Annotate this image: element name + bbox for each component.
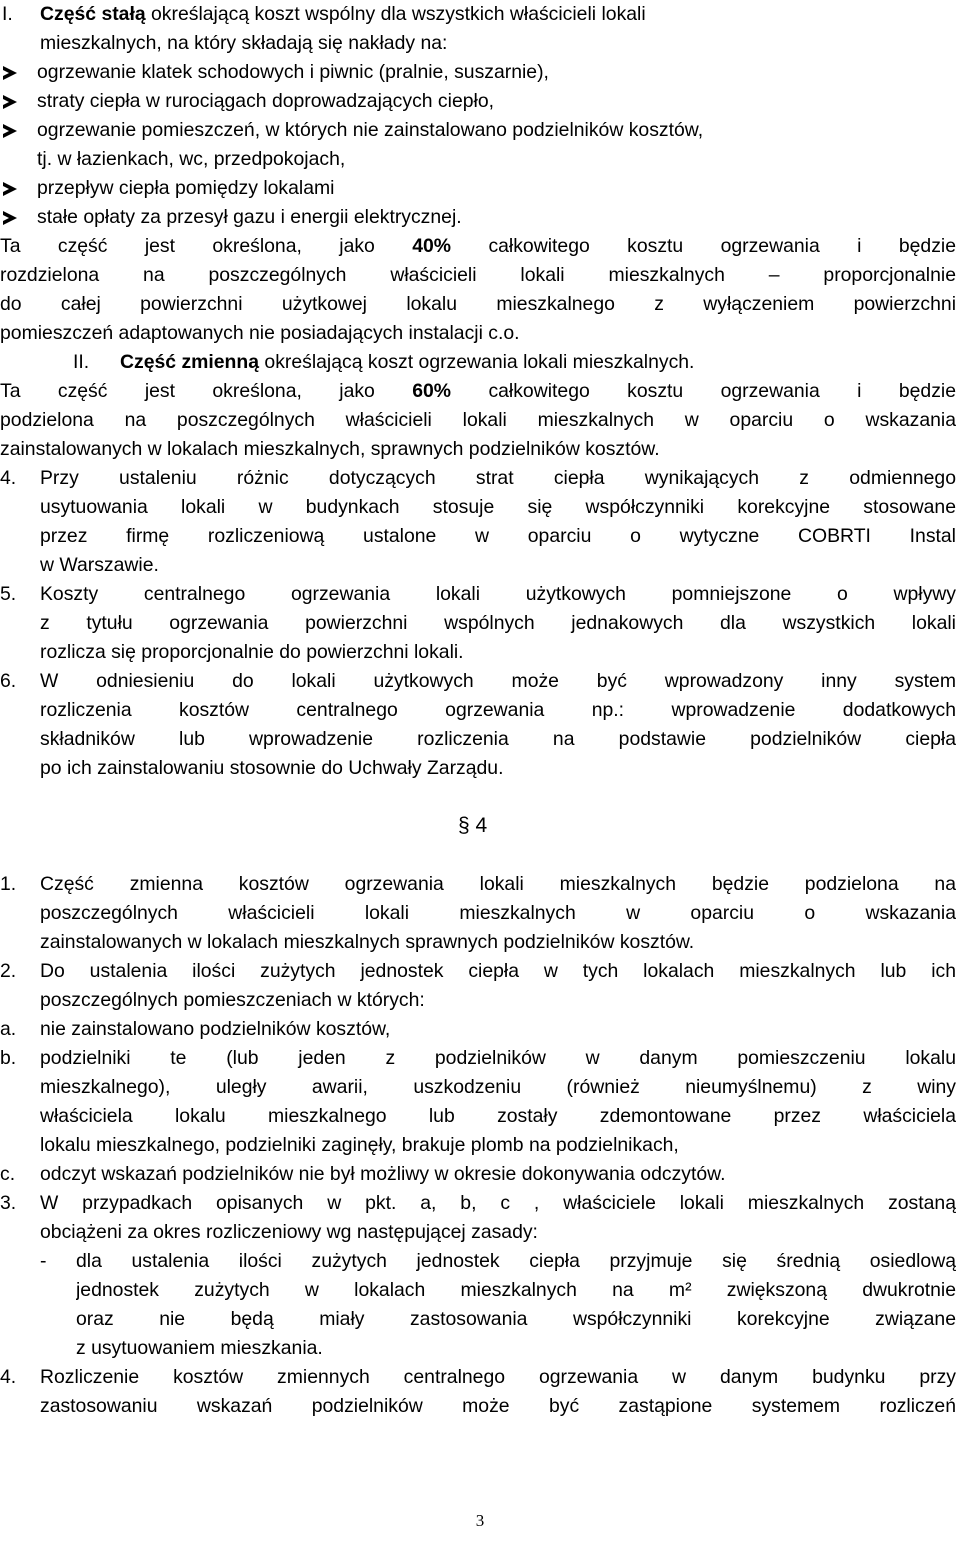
share-percent: 40% [412, 235, 452, 257]
bullet-item [0, 174, 960, 203]
paragraph-text: zainstalowanych w lokalach mieszkalnych, sprawnych podzielników kosztów. [0, 438, 660, 460]
list-item-cont [0, 522, 960, 551]
paragraph-line: rozdzielona na poszczególnych właścicieli lokali mieszkalnych – proporcjonalnie [0, 264, 956, 286]
item-line: podzielniki te (lub jeden z podzielników w danym pomieszczeniu lokalu [40, 1047, 956, 1069]
list-item [0, 1247, 960, 1276]
item-line: Część zmienna kosztów ogrzewania lokali mieszkalnych będzie podzielona na [40, 873, 956, 895]
arrow-bullet-icon [3, 182, 17, 196]
section-i-share-line [0, 232, 956, 261]
item-line: W odniesieniu do lokali użytkowych może być wprowadzony inny system [40, 670, 956, 692]
item-line: rozlicza się proporcjonalnie do powierzchni lokali. [40, 641, 464, 663]
list-item [0, 957, 960, 986]
section-i-title-bold: Część stałą [40, 3, 146, 25]
list-item [0, 1044, 960, 1073]
list-item-cont [0, 1276, 960, 1305]
list-item-cont [0, 986, 960, 1015]
section-i-title [40, 0, 646, 29]
share-percent: 60% [412, 380, 452, 402]
list-item-cont [0, 1334, 960, 1363]
list-item-cont [0, 696, 960, 725]
item-number: 6. [0, 670, 17, 692]
bullet-text: straty ciepła w rurociągach doprowadzających ciepło, [37, 90, 494, 112]
section-ii-heading [0, 348, 960, 377]
list-item [0, 1015, 960, 1044]
dash-marker: - [40, 1250, 47, 1272]
item-line: lokalu mieszkalnego, podzielniki zaginęły, brakuje plomb na podzielnikach, [40, 1134, 679, 1156]
arrow-bullet-icon [3, 95, 17, 109]
arrow-bullet-icon [3, 66, 17, 80]
item-number: 4. [0, 467, 17, 489]
paragraph-line [0, 435, 960, 464]
item-line: Koszty centralnego ogrzewania lokali użytkowych pomniejszone o wpływy [40, 583, 956, 605]
list-item [0, 580, 960, 609]
share-text: całkowitego kosztu ogrzewania i będzie [451, 235, 956, 257]
list-item-cont [0, 1305, 960, 1334]
share-text: Ta część jest określona, jako [0, 235, 413, 257]
section-ii-share-line [0, 377, 956, 406]
item-line: oraz nie będą miały zastosowania współczynniki korekcyjne związane [76, 1308, 956, 1330]
item-line: obciążeni za okres rozliczeniowy wg następującej zasady: [40, 1221, 538, 1243]
item-line: usytuowania lokali w budynkach stosuje się współczynniki korekcyjne stosowane [40, 496, 956, 518]
item-number: 4. [0, 1366, 17, 1388]
list-item-cont [0, 899, 960, 928]
arrow-bullet-icon [3, 124, 17, 138]
item-line: poszczególnych pomieszczeniach w których: [40, 989, 425, 1011]
bullet-item [0, 87, 960, 116]
section-i-title-cont: mieszkalnych, na który składają się nakłady na: [40, 32, 448, 54]
section-i-heading-cont [0, 29, 960, 58]
bullet-continuation [0, 145, 960, 174]
item-line: z usytuowaniem mieszkania. [76, 1337, 323, 1359]
list-item [0, 870, 960, 899]
item-number: 2. [0, 960, 17, 982]
bullet-item [0, 203, 960, 232]
item-line: W przypadkach opisanych w pkt. a, b, c , właściciele lokali mieszkalnych zostaną [40, 1192, 956, 1214]
list-item-cont [0, 638, 960, 667]
paragraph-line: podzielona na poszczególnych właścicieli lokali mieszkalnych w oparciu o wskazania [0, 409, 956, 431]
item-line: odczyt wskazań podzielników nie był możliwy w okresie dokonywania odczytów. [40, 1163, 726, 1185]
list-item-cont [0, 754, 960, 783]
item-line: Przy ustaleniu różnic dotyczących strat ciepła wynikających z odmiennego [40, 467, 956, 489]
item-line: Do ustalenia ilości zużytych jednostek ciepła w tych lokalach mieszkalnych lub ich [40, 960, 956, 982]
item-letter: b. [0, 1047, 17, 1069]
list-item-cont [0, 493, 960, 522]
list-item-cont [0, 1102, 960, 1131]
page-number: 3 [475, 1511, 485, 1530]
list-item-cont [0, 725, 960, 754]
list-item [0, 464, 960, 493]
list-item-cont [0, 609, 960, 638]
item-line: z tytułu ogrzewania powierzchni wspólnych jednakowych dla wszystkich lokali [40, 612, 956, 634]
section-i-title-rest: określającą koszt wspólny dla wszystkich właścicieli lokali [145, 3, 646, 25]
item-line: po ich zainstalowaniu stosownie do Uchwały Zarządu. [40, 757, 504, 779]
section-ii-title [120, 348, 694, 377]
list-item-cont [0, 1131, 960, 1160]
list-item [0, 1160, 960, 1189]
item-line: przez firmę rozliczeniową ustalone w oparciu o wytyczne COBRTI Instal [40, 525, 956, 547]
list-item-cont [0, 1073, 960, 1102]
list-item [0, 1363, 960, 1392]
item-line: zainstalowanych w lokalach mieszkalnych sprawnych podzielników kosztów. [40, 931, 695, 953]
item-letter: a. [0, 1018, 17, 1040]
paragraph-text: pomieszczeń adaptowanych nie posiadających instalacji c.o. [0, 322, 520, 344]
list-item-cont [0, 1392, 960, 1421]
item-line: rozliczenia kosztów centralnego ogrzewania np.: wprowadzenie dodatkowych [40, 699, 956, 721]
item-line: w Warszawie. [40, 554, 159, 576]
list-item-cont [0, 928, 960, 957]
list-item-cont [0, 1218, 960, 1247]
item-number: 5. [0, 583, 17, 605]
item-number: 1. [0, 873, 17, 895]
section-ii-roman: II. [73, 351, 90, 373]
list-item [0, 1189, 960, 1218]
item-number: 3. [0, 1192, 17, 1214]
item-letter: c. [0, 1163, 16, 1185]
item-line: zastosowaniu wskazań podzielników może być zastąpione systemem rozliczeń [40, 1395, 956, 1417]
paragraph-line [0, 319, 960, 348]
bullet-text: przepływ ciepła pomiędzy lokalami [37, 177, 335, 199]
list-item [0, 667, 960, 696]
section-ii-title-bold: Część zmienną [120, 351, 260, 373]
list-item-cont [0, 551, 960, 580]
paragraph-line: do całej powierzchni użytkowej lokalu mieszkalnego z wyłączeniem powierzchni [0, 293, 956, 315]
item-line: dla ustalenia ilości zużytych jednostek ciepła przyjmuje się średnią osiedlową [76, 1250, 956, 1272]
section-i-heading [0, 0, 960, 29]
item-line: jednostek zużytych w lokalach mieszkalnych na m² zwiększoną dwukrotnie [76, 1279, 956, 1301]
section-ii-title-rest: określającą koszt ogrzewania lokali mieszkalnych. [259, 351, 695, 373]
bullet-text: ogrzewanie klatek schodowych i piwnic (pralnie, suszarnie), [37, 61, 549, 83]
item-line: poszczególnych właścicieli lokali mieszkalnych w oparciu o wskazania [40, 902, 956, 924]
item-line: właściciela lokalu mieszkalnego lub zostały zdemontowane przez właściciela [40, 1105, 956, 1127]
paragraph-heading: § 4 [458, 814, 488, 837]
bullet-text: tj. w łazienkach, wc, przedpokojach, [37, 148, 346, 170]
item-line: składników lub wprowadzenie rozliczenia na podstawie podzielników ciepła [40, 728, 956, 750]
bullet-item [0, 116, 960, 145]
bullet-text: ogrzewanie pomieszczeń, w których nie zainstalowano podzielników kosztów, [37, 119, 704, 141]
item-line: mieszkalnego), uległy awarii, uszkodzeniu (również nieumyślnemu) z winy [40, 1076, 956, 1098]
item-line: Rozliczenie kosztów zmiennych centralnego ogrzewania w danym budynku przy [40, 1366, 956, 1388]
share-text: Ta część jest określona, jako [0, 380, 413, 402]
share-text: całkowitego kosztu ogrzewania i będzie [451, 380, 956, 402]
bullet-text: stałe opłaty za przesył gazu i energii elektrycznej. [37, 206, 462, 228]
section-i-roman: I. [2, 3, 13, 25]
arrow-bullet-icon [3, 211, 17, 225]
bullet-item [0, 58, 960, 87]
item-line: nie zainstalowano podzielników kosztów, [40, 1018, 391, 1040]
